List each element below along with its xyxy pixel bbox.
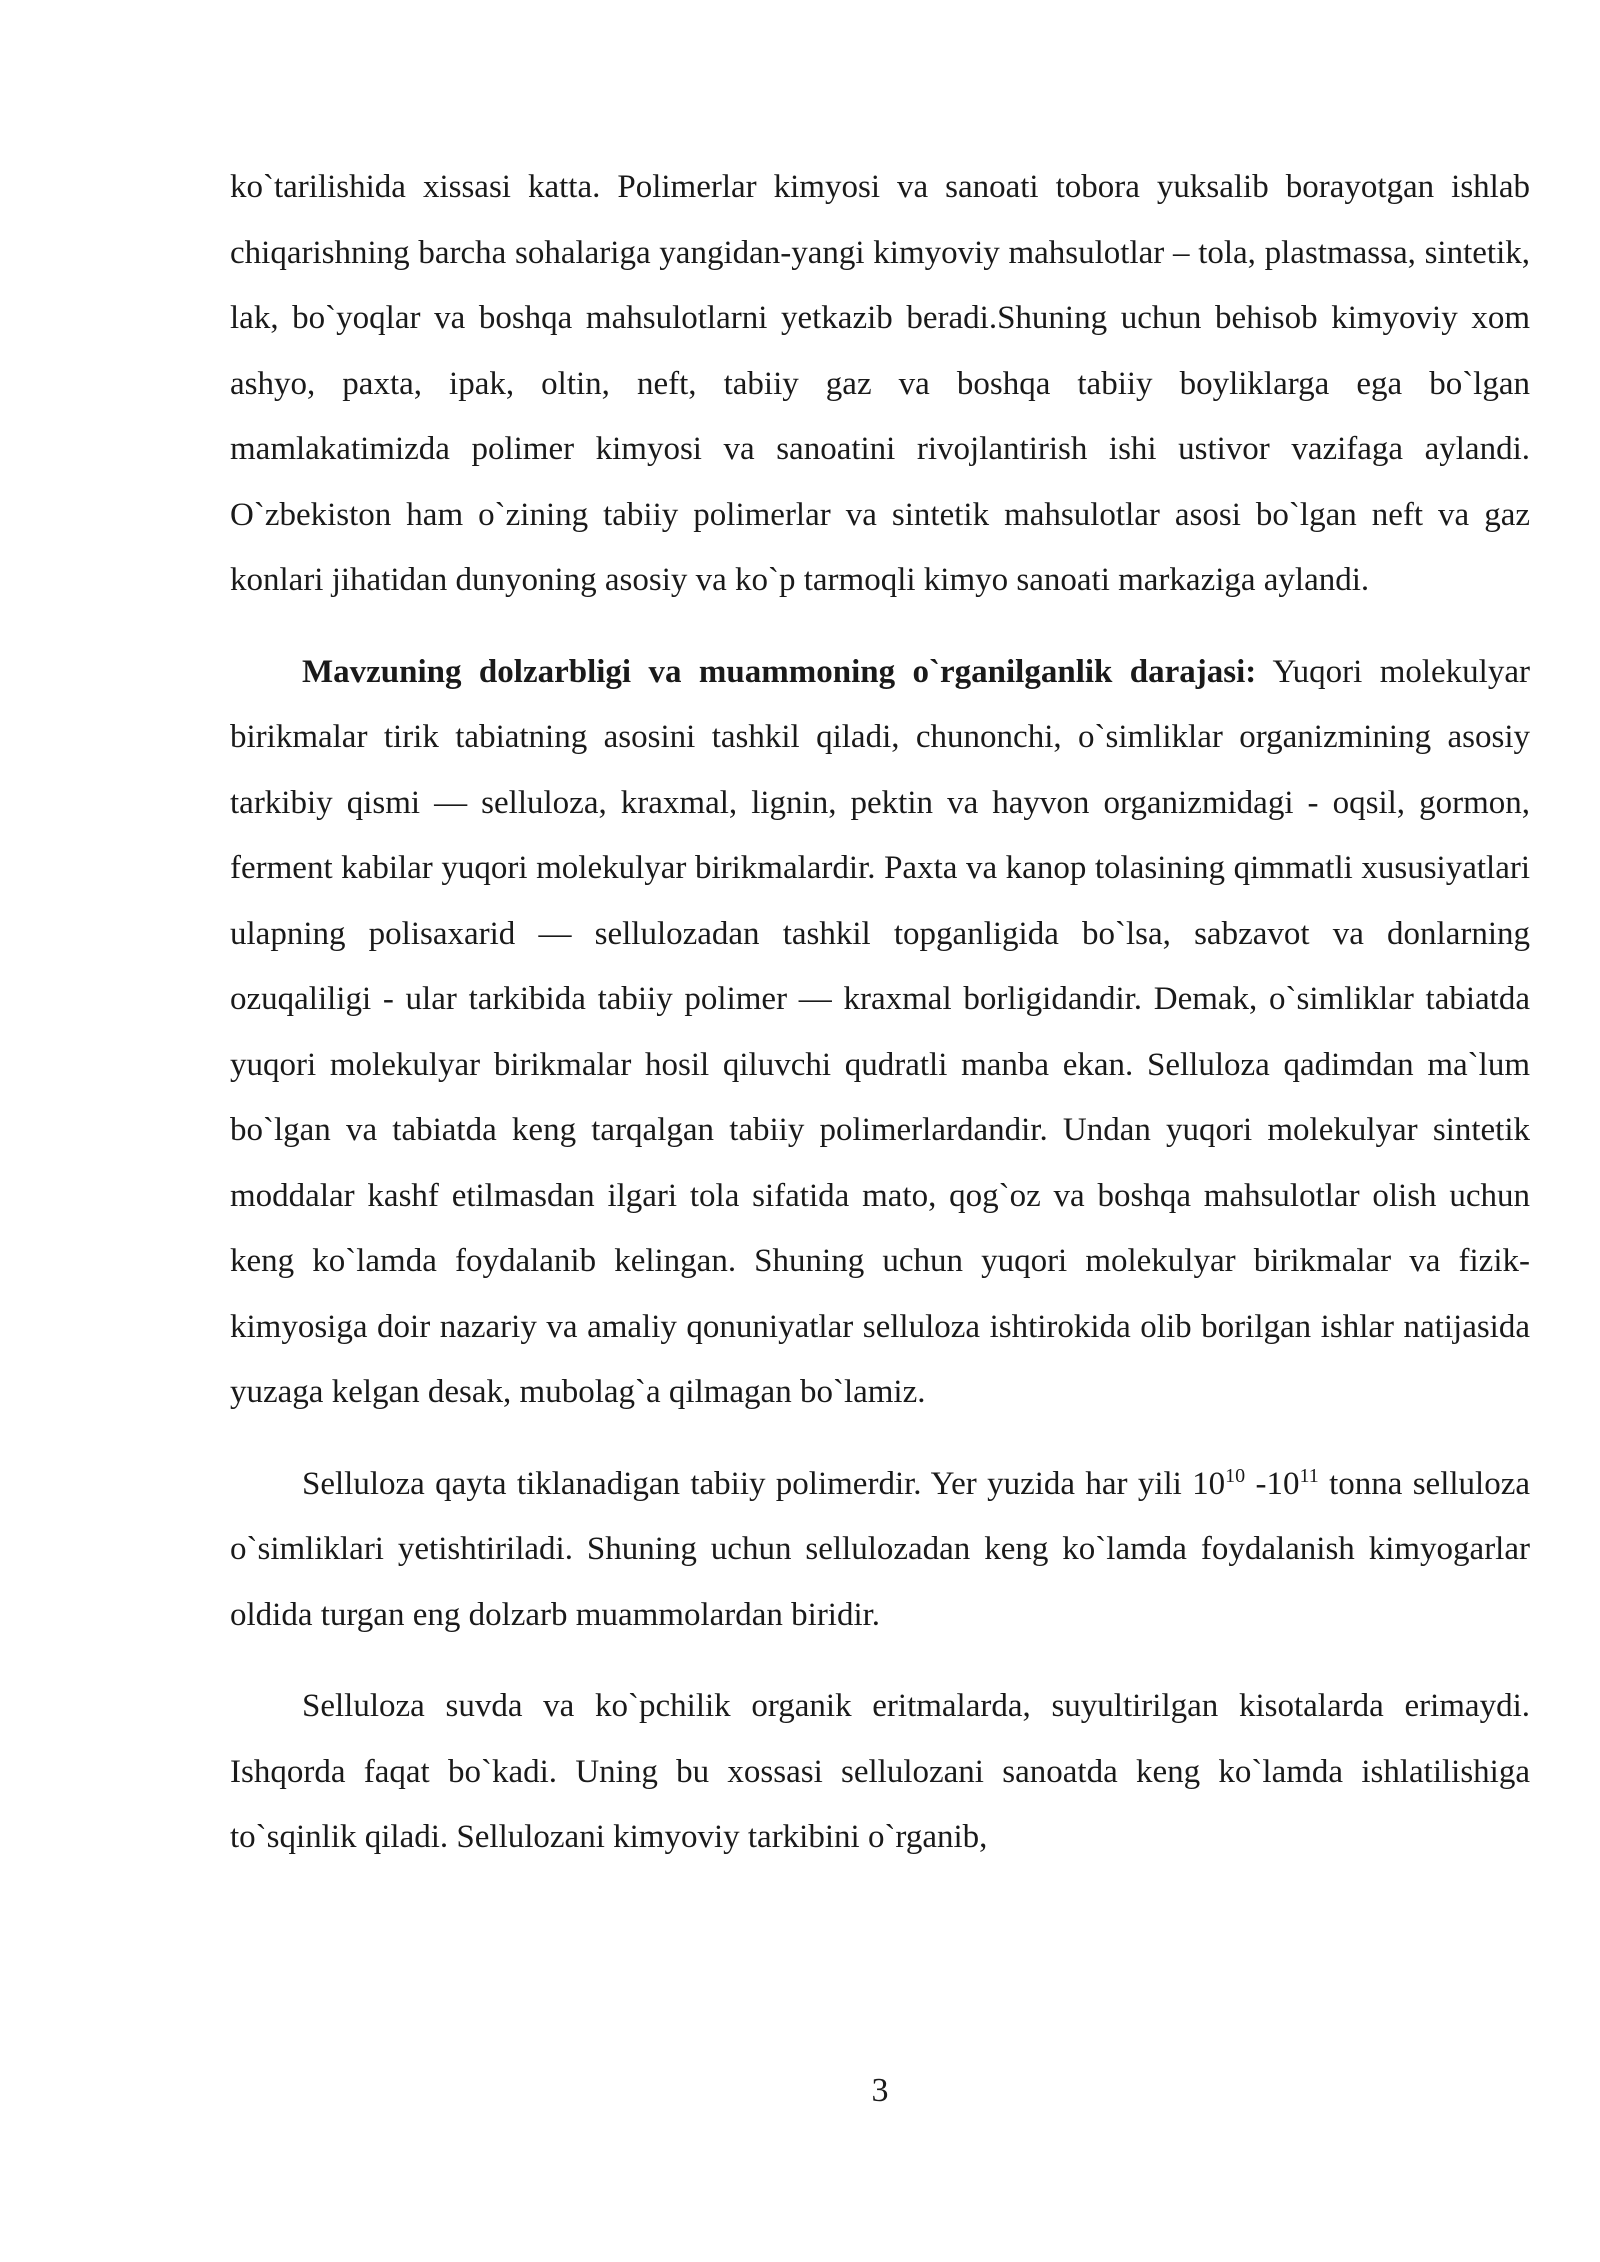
document-body xyxy=(230,155,1530,1871)
paragraph-text-middle: -10 xyxy=(1245,1465,1300,1502)
paragraph-text-before: Selluloza qayta tiklanadigan tabiiy polimerdir. Yer yuzida har yili 10 xyxy=(302,1465,1226,1502)
paragraph-text: Selluloza suvda va ko`pchilik organik eritmalarda, suyultirilgan kisotalarda erimaydi. Ishqorda faqat bo`kadi. Uning bu xossasi sellulozani sanoatda keng ko`lamda ishlatilishiga to`sqinlik qiladi. Sellulozani kimyoviy tarkibini o`rganib, xyxy=(230,1688,1530,1855)
section-heading-relevance: Mavzuning dolzarbligi va muammoning o`rganilganlik darajasi: xyxy=(302,653,1257,690)
paragraph-cellulose-solubility xyxy=(230,1674,1530,1871)
paragraph-text: Yuqori molekulyar birikmalar tirik tabiatning asosini tashkil qiladi, chunonchi, o`simliklar organizmining asosiy tarkibiy qismi — selluloza, kraxmal, lignin, pektin va hayvon organizmidagi - oqsil, gormon, ferment kabilar yuqori molekulyar birikmalardir. Paxta va kanop tolasining qimmatli xususiyatlari ulapning polisaxarid — sellulozadan tashkil topganligida bo`lsa, sabzavot va donlarning ozuqaliligi - ular tarkibida tabiiy polimer — kraxmal borligidandir. Demak, o`simliklar tabiatda yuqori molekulyar birikmalar hosil qiluvchi qudratli manba ekan. Selluloza qadimdan ma`lum bo`lgan va tabiatda keng tarqalgan tabiiy polimerlardandir. Undan yuqori molekulyar sintetik moddalar kashf etilmasdan ilgari tola sifatida mato, qog`oz va boshqa mahsulotlar olish uchun keng ko`lamda foydalanib kelingan. Shuning uchun yuqori molekulyar birikmalar va fizik-kimyosiga doir nazariy va amaliy qonuniyatlar selluloza ishtirokida olib borilgan ishlar natijasida yuzaga kelgan desak, mubolag`a qilmagan bo`lamiz. xyxy=(230,653,1530,1410)
paragraph-text-after: tonna selluloza o`simliklari yetishtiriladi. Shuning uchun sellulozadan keng ko`lamda foydalanish kimyogarlar oldida turgan eng dolzarb muammolardan biridir. xyxy=(230,1465,1530,1633)
paragraph-intro-continuation xyxy=(230,155,1530,614)
exponent-ten: 10 xyxy=(1225,1464,1246,1487)
page-number: 3 xyxy=(871,2072,889,2109)
exponent-eleven: 11 xyxy=(1299,1464,1319,1487)
paragraph-text: ko`tarilishida xissasi katta. Polimerlar kimyosi va sanoati tobora yuksalib borayotgan ishlab chiqarishning barcha sohalariga yangidan-yangi kimyoviy mahsulotlar – tola, plastmassa, sintetik, lak, bo`yoqlar va boshqa mahsulotlarni yetkazib beradi.Shuning uchun behisob kimyoviy xom ashyo, paxta, ipak, oltin, neft, tabiiy gaz va boshqa tabiiy boyliklarga ega bo`lgan mamlakatimizda polimer kimyosi va sanoatini rivojlantirish ishi ustivor vazifaga aylandi. O`zbekiston ham o`zining tabiiy polimerlar va sintetik mahsulotlar asosi bo`lgan neft va gaz konlari jihatidan dunyoning asosiy va ko`p tarmoqli kimyo sanoati markaziga aylandi. xyxy=(230,169,1530,598)
paragraph-relevance xyxy=(230,640,1530,1426)
paragraph-cellulose-production xyxy=(230,1452,1530,1649)
